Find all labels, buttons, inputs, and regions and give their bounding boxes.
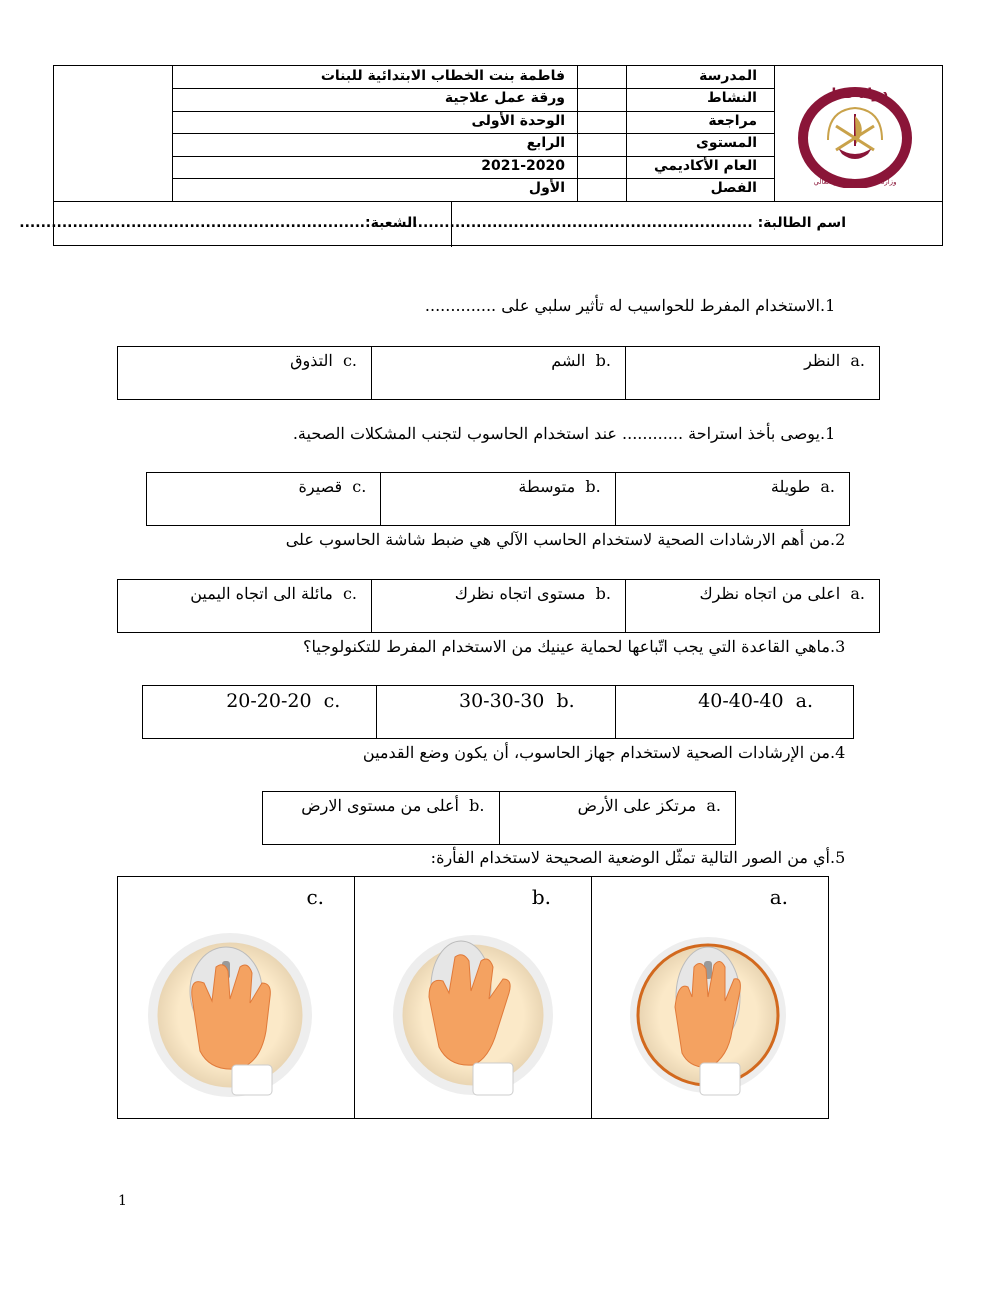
label-level: المستوى — [695, 135, 757, 151]
image-option-a[interactable] — [591, 877, 828, 1118]
option-letter: .c — [306, 885, 324, 909]
question-text: ماهي القاعدة التي يجب اتّباعها لحماية عينيك من الاستخدام المفرط للتكنولوجيا؟ — [302, 637, 830, 656]
mouse-hand-image-b — [389, 927, 559, 1112]
option-c[interactable]: .c مائلة الى اتجاه اليمين — [190, 584, 357, 603]
option-a[interactable]: 40-40-40 a. — [615, 686, 853, 738]
options-q4 — [142, 685, 854, 739]
option-b[interactable]: 30-30-30 b. — [376, 686, 614, 738]
mouse-hand-image-c — [140, 927, 320, 1112]
question-2 — [293, 424, 850, 443]
question-1 — [425, 296, 850, 315]
question-number: 1. — [820, 424, 836, 443]
label-academic-year: العام الأكاديمي — [654, 158, 757, 174]
label-activity: النشاط — [707, 90, 757, 106]
value-school: فاطمة بنت الخطاب الابتدائية للبنات — [320, 68, 565, 84]
option-c[interactable]: .c قصيرة — [298, 477, 367, 496]
label-term: الفصل — [710, 180, 757, 196]
option-b[interactable]: .b متوسطة — [380, 473, 614, 525]
qatar-ministry-logo — [798, 80, 912, 188]
question-number: 3. — [830, 637, 846, 656]
question-text: أي من الصور التالية تمثّل الوضعية الصحيحة لاستخدام الفأرة: — [430, 848, 830, 867]
option-b[interactable]: .b الشم — [371, 347, 625, 399]
image-option-b[interactable] — [354, 877, 591, 1118]
options-q5 — [262, 791, 736, 845]
question-number: 4. — [830, 743, 846, 762]
image-option-c[interactable] — [118, 877, 354, 1118]
value-review: الوحدة الأولى — [471, 113, 565, 129]
question-text: من أهم الارشادات الصحية لاستخدام الحاسب الآلي هي ضبط شاشة الحاسوب على — [285, 530, 830, 549]
question-5 — [363, 743, 860, 762]
question-6 — [431, 848, 860, 867]
question-text: من الإرشادات الصحية لاستخدام جهاز الحاسوب، أن يكون وضع القدمين — [362, 743, 830, 762]
option-a[interactable]: .a النظر — [625, 347, 879, 399]
question-number: 5. — [830, 848, 846, 867]
question-3 — [286, 530, 860, 549]
value-academic-year: 2021-2020 — [481, 158, 565, 174]
options-q1 — [117, 346, 880, 400]
option-a[interactable]: .a اعلى من اتجاه نظرك — [625, 580, 879, 632]
question-text: الاستخدام المفرط للحواسيب له تأثير سلبي على .............. — [424, 296, 820, 315]
value-level: الرابع — [526, 135, 565, 151]
student-name-field[interactable]: اسم الطالبة: ................................................................. — [407, 215, 846, 231]
option-letter: .a — [769, 885, 788, 909]
mouse-hand-image-a — [630, 927, 790, 1112]
label-review: مراجعة — [708, 113, 757, 129]
question-text: يوصى بأخذ استراحة ............ عند استخدام الحاسوب لتجنب المشكلات الصحية. — [292, 424, 820, 443]
question-number: 1. — [820, 296, 836, 315]
value-activity: ورقة عمل علاجية — [444, 90, 565, 106]
option-c[interactable]: 20-20-20 c. — [226, 690, 341, 712]
value-term: الأول — [528, 180, 565, 196]
image-options-q6 — [117, 876, 829, 1119]
option-b[interactable]: .b أعلى من مستوى الارض — [301, 796, 485, 815]
page-number: 1 — [118, 1193, 127, 1209]
option-b[interactable]: .b مستوى اتجاه نظرك — [371, 580, 625, 632]
question-4 — [303, 637, 860, 656]
option-a[interactable]: .a مرتكز على الأرض — [499, 792, 736, 844]
section-field[interactable]: الشعبة:................................................................. — [19, 215, 417, 231]
logo-text: دولة قطر — [821, 86, 889, 102]
options-q3 — [117, 579, 880, 633]
label-school: المدرسة — [699, 68, 757, 84]
option-a[interactable]: .a طويلة — [615, 473, 849, 525]
question-number: 2. — [830, 530, 846, 549]
logo-ministry-text: وزارة التعليم و التعليم العالي — [813, 178, 897, 186]
header-table — [19, 65, 943, 246]
option-c[interactable]: .c التذوق — [290, 351, 357, 370]
options-q2 — [146, 472, 850, 526]
option-letter: .b — [531, 885, 551, 909]
